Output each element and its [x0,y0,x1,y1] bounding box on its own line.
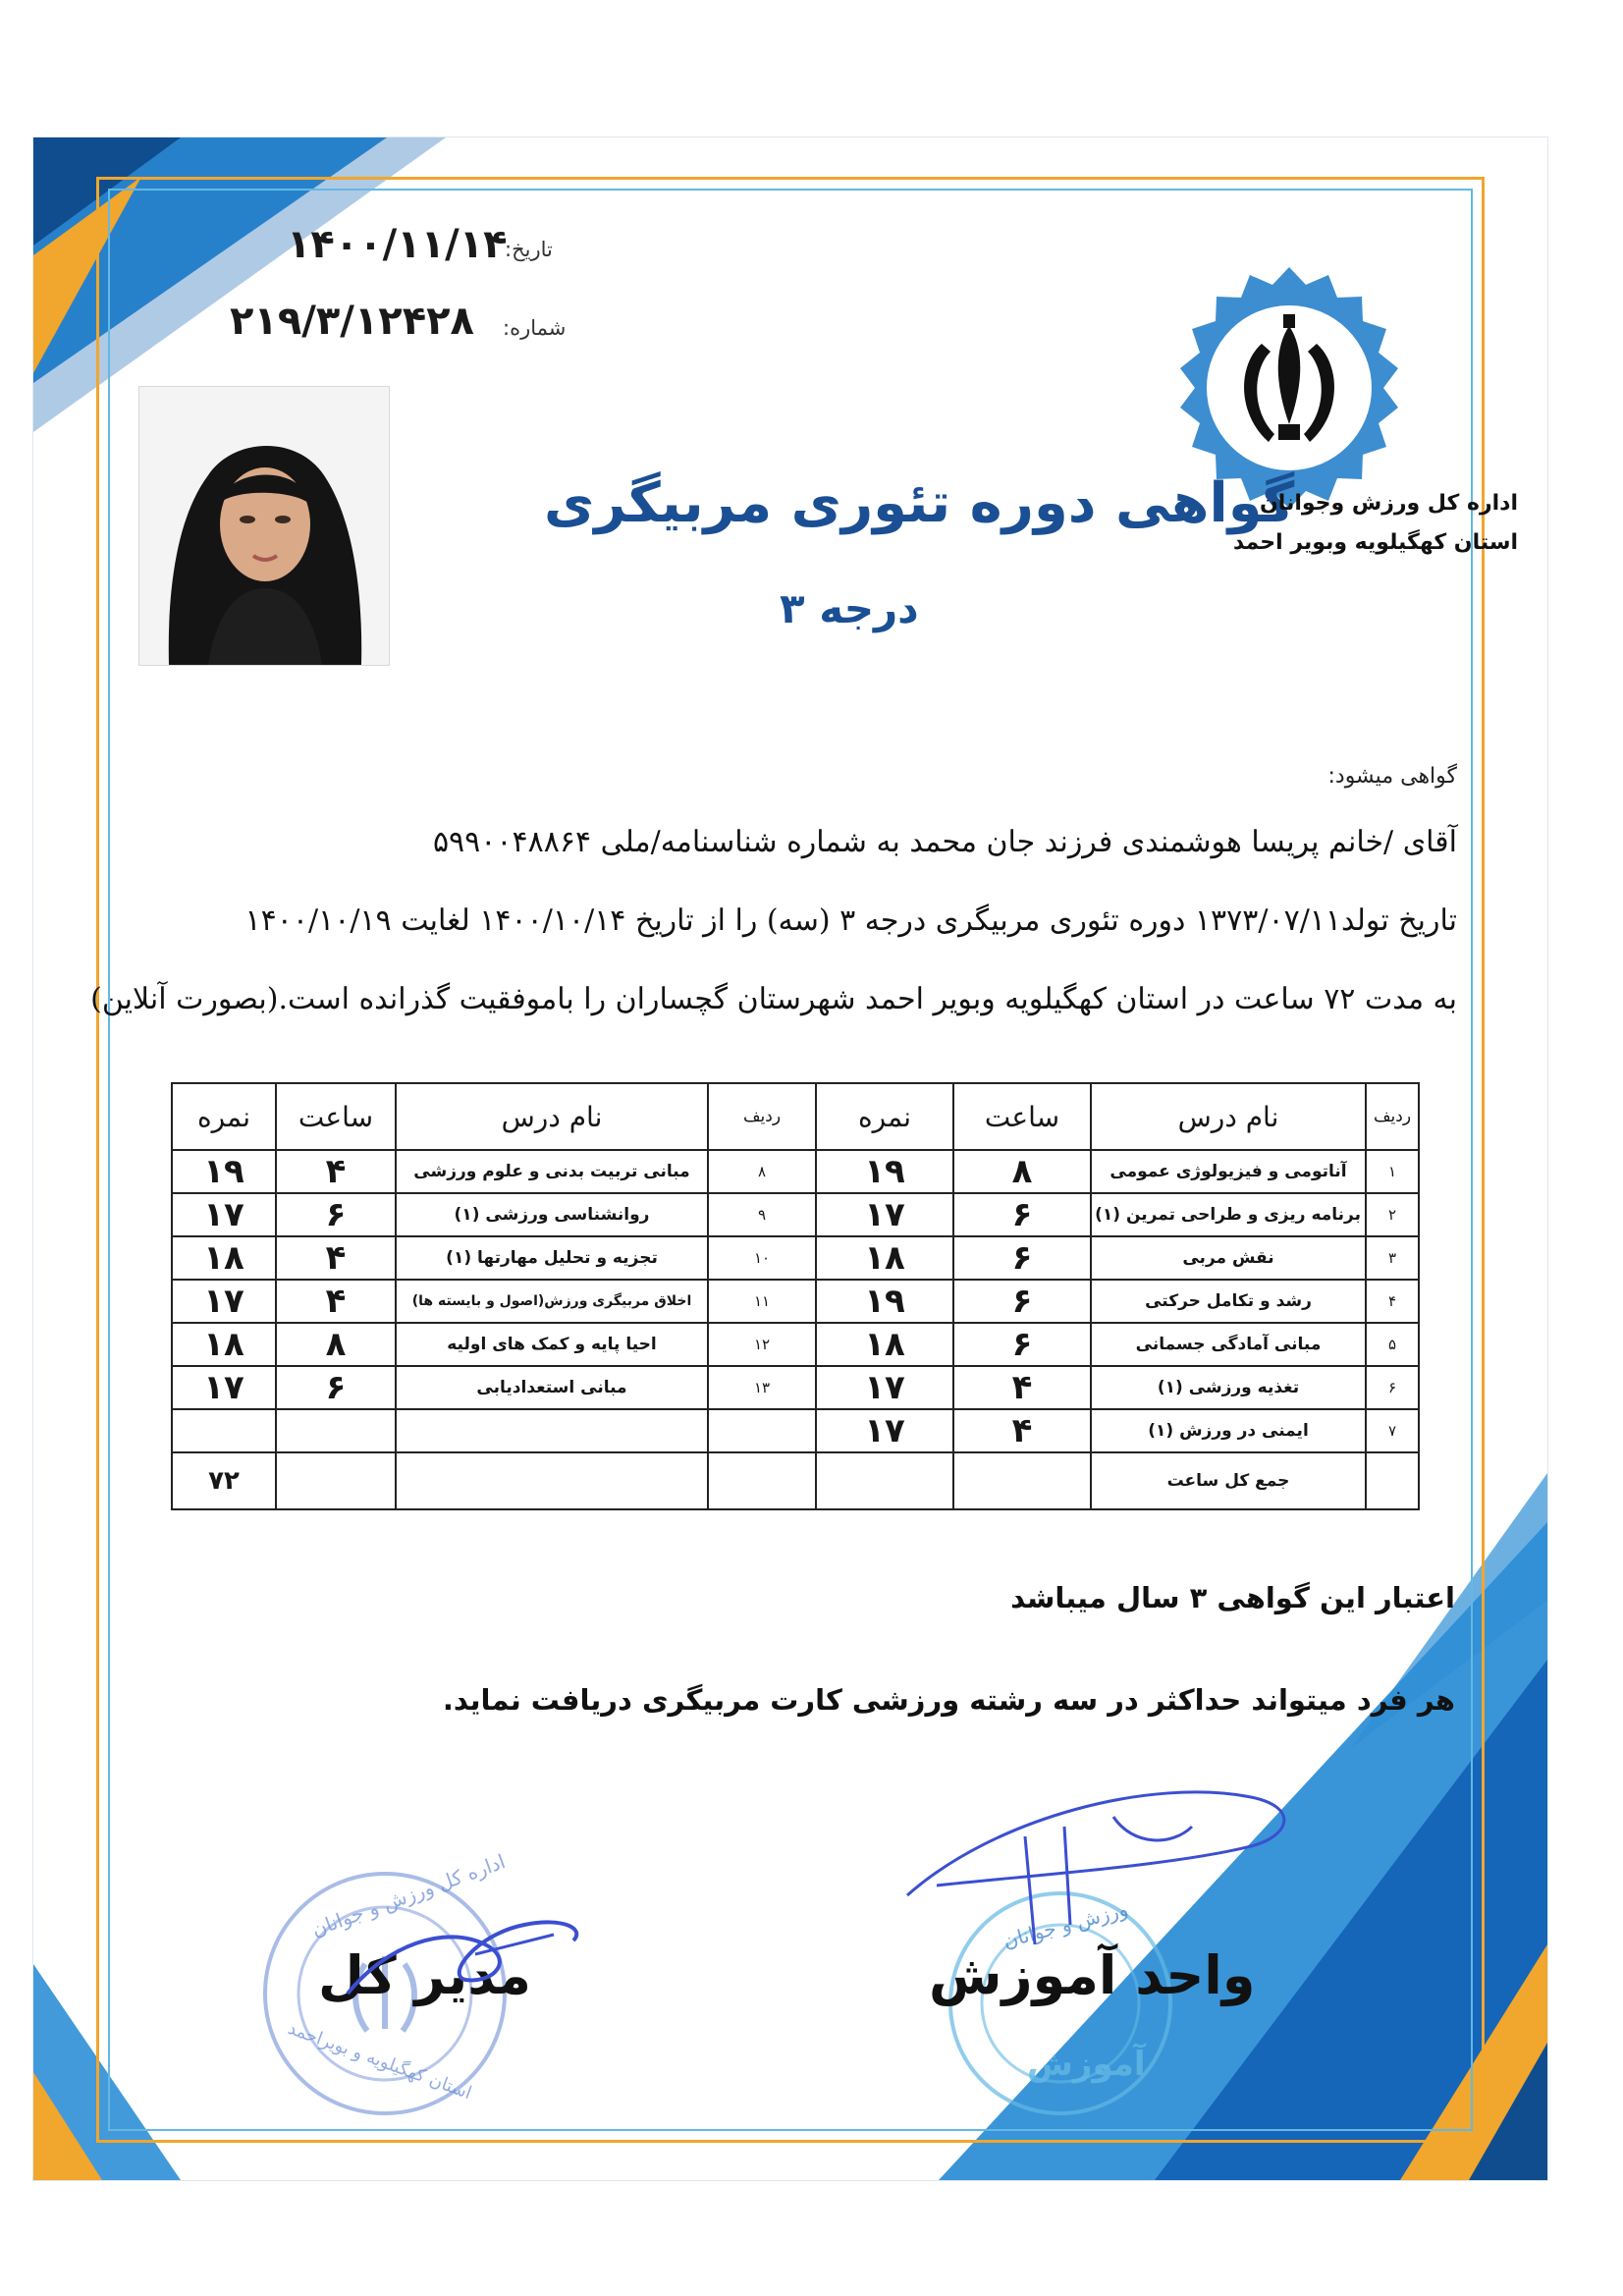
empty-cell [396,1409,708,1452]
course-name: روانشناسی ورزشی (۱) [396,1193,708,1236]
empty-cell [953,1452,1091,1509]
course-name: ایمنی در ورزش (۱) [1091,1409,1366,1452]
certificate-title: گواهی دوره تئوری مربیگری [544,471,1295,535]
row-index: ۲ [1366,1193,1419,1236]
course-hours: ۶ [953,1323,1091,1366]
row-index: ۱۳ [708,1366,816,1409]
total-hours-value: ۷۲ [172,1452,276,1509]
course-name: نقش مربی [1091,1236,1366,1280]
course-grade: ۱۹ [816,1150,953,1193]
profile-photo [138,386,390,666]
course-grade: ۱۹ [816,1280,953,1323]
director-title: مدیر کل [318,1944,531,2006]
course-grade: ۱۹ [172,1150,276,1193]
empty-cell [172,1409,276,1452]
course-name: اخلاق مربیگری ورزش(اصول و بایسته ها) [396,1280,708,1323]
course-hours: ۴ [276,1150,396,1193]
row-index: ۴ [1366,1280,1419,1323]
course-hours: ۴ [276,1280,396,1323]
course-grade: ۱۷ [816,1366,953,1409]
table-row [172,1150,1419,1193]
limit-note: هر فرد میتواند حداکثر در سه رشته ورزشی کارت مربیگری دریافت نماید. [442,1683,1455,1717]
course-name: تغذیه ورزشی (۱) [1091,1366,1366,1409]
course-name: رشد و تکامل حرکتی [1091,1280,1366,1323]
course-name: تجزیه و تحلیل مهارتها (۱) [396,1236,708,1280]
course-name: احیا پایه و کمک های اولیه [396,1323,708,1366]
course-name: مبانی استعدادیابی [396,1366,708,1409]
row-index: ۸ [708,1150,816,1193]
course-grade: ۱۷ [172,1193,276,1236]
row-index: ۳ [1366,1236,1419,1280]
education-unit-title: واحد آموزش [929,1944,1256,2006]
course-hours: ۴ [953,1409,1091,1452]
course-grade: ۱۷ [172,1280,276,1323]
validity-note: اعتبار این گواهی ۳ سال میباشد [1010,1581,1455,1614]
course-hours: ۴ [953,1366,1091,1409]
date-label: تاریخ: [505,238,553,261]
course-hours: ۸ [953,1150,1091,1193]
course-hours: ۶ [953,1193,1091,1236]
empty-cell [396,1452,708,1509]
header-grade-left: نمره [172,1083,276,1150]
number-label: شماره: [503,316,567,340]
row-index: ۱ [1366,1150,1419,1193]
table-row [172,1193,1419,1236]
left-stamp-bottom-text: استان کهگیلویه و بویراحمد [285,2017,475,2105]
education-unit-signature [878,1758,1310,1954]
course-hours: ۶ [953,1280,1091,1323]
body-line-1: آقای /خانم پریسا هوشمندی فرزند جان محمد به شماره شناسنامه/ملی ۵۹۹۰۰۴۸۸۶۴ [432,825,1457,859]
course-grade: ۱۸ [172,1236,276,1280]
row-index: ۶ [1366,1366,1419,1409]
director-signature [328,1886,603,2023]
table-row [172,1366,1419,1409]
row-index: ۷ [1366,1409,1419,1452]
right-stamp-text: ورزش و جوانان [1001,1896,1131,1953]
empty-cell [276,1409,396,1452]
right-stamp-bottom-text: آموزش [1027,2045,1146,2084]
number-value: ۲۱۹/۳/۱۲۴۲۸ [230,299,474,344]
empty-cell [708,1409,816,1452]
header-hours-right: ساعت [953,1083,1091,1150]
empty-cell [708,1452,816,1509]
header-course-left: نام درس [396,1083,708,1150]
header-hours-left: ساعت [276,1083,396,1150]
org-line-1: اداره کل ورزش وجوانان [1260,491,1518,516]
course-grade: ۱۸ [816,1236,953,1280]
course-name: مبانی آمادگی جسمانی [1091,1323,1366,1366]
course-hours: ۶ [953,1236,1091,1280]
table-row [172,1409,1419,1452]
table-total-row [172,1452,1419,1509]
empty-cell [816,1452,953,1509]
course-hours: ۶ [276,1366,396,1409]
row-index: ۱۰ [708,1236,816,1280]
row-index: ۹ [708,1193,816,1236]
empty-cell [276,1452,396,1509]
table-header-row [172,1083,1419,1150]
certificate [33,137,1547,2180]
row-index: ۱۲ [708,1323,816,1366]
course-grade: ۱۸ [816,1323,953,1366]
course-grade: ۱۷ [816,1193,953,1236]
course-grade: ۱۷ [816,1409,953,1452]
certify-intro: گواهی میشود: [1327,764,1457,789]
empty-cell [1366,1452,1419,1509]
grades-table [171,1082,1420,1510]
header-row-right: ردیف [1366,1083,1419,1150]
table-row [172,1236,1419,1280]
course-name: آناتومی و فیزیولوژی عمومی [1091,1150,1366,1193]
certificate-grade: درجه ۳ [780,584,919,632]
table-row [172,1323,1419,1366]
left-stamp-text: اداره کل ورزش و جوانان [308,1849,509,1941]
course-hours: ۸ [276,1323,396,1366]
course-name: مبانی تربیت بدنی و علوم ورزشی [396,1150,708,1193]
total-hours-label: جمع کل ساعت [1091,1452,1366,1509]
row-index: ۵ [1366,1323,1419,1366]
org-line-2: استان کهگیلویه وبویر احمد [1232,530,1518,555]
row-index: ۱۱ [708,1280,816,1323]
course-hours: ۴ [276,1236,396,1280]
course-hours: ۶ [276,1193,396,1236]
header-course-right: نام درس [1091,1083,1366,1150]
table-row [172,1280,1419,1323]
date-value: ۱۴۰۰/۱۱/۱۴ [287,222,508,267]
course-grade: ۱۷ [172,1366,276,1409]
body-line-3: به مدت ۷۲ ساعت در استان کهگیلویه وبویر احمد شهرستان گچساران را باموفقیت گذرانده است.(بصورت آنلاین) [90,982,1457,1016]
course-name: برنامه ریزی و طراحی تمرین (۱) [1091,1193,1366,1236]
header-grade-right: نمره [816,1083,953,1150]
course-grade: ۱۸ [172,1323,276,1366]
header-row-left: ردیف [708,1083,816,1150]
body-line-2: تاریخ تولد۱۳۷۳/۰۷/۱۱ دوره تئوری مربیگری درجه ۳ (سه) را از تاریخ ۱۴۰۰/۱۰/۱۴ لغایت ۱۴۰۰/۱۰/۱۹ [244,903,1457,938]
